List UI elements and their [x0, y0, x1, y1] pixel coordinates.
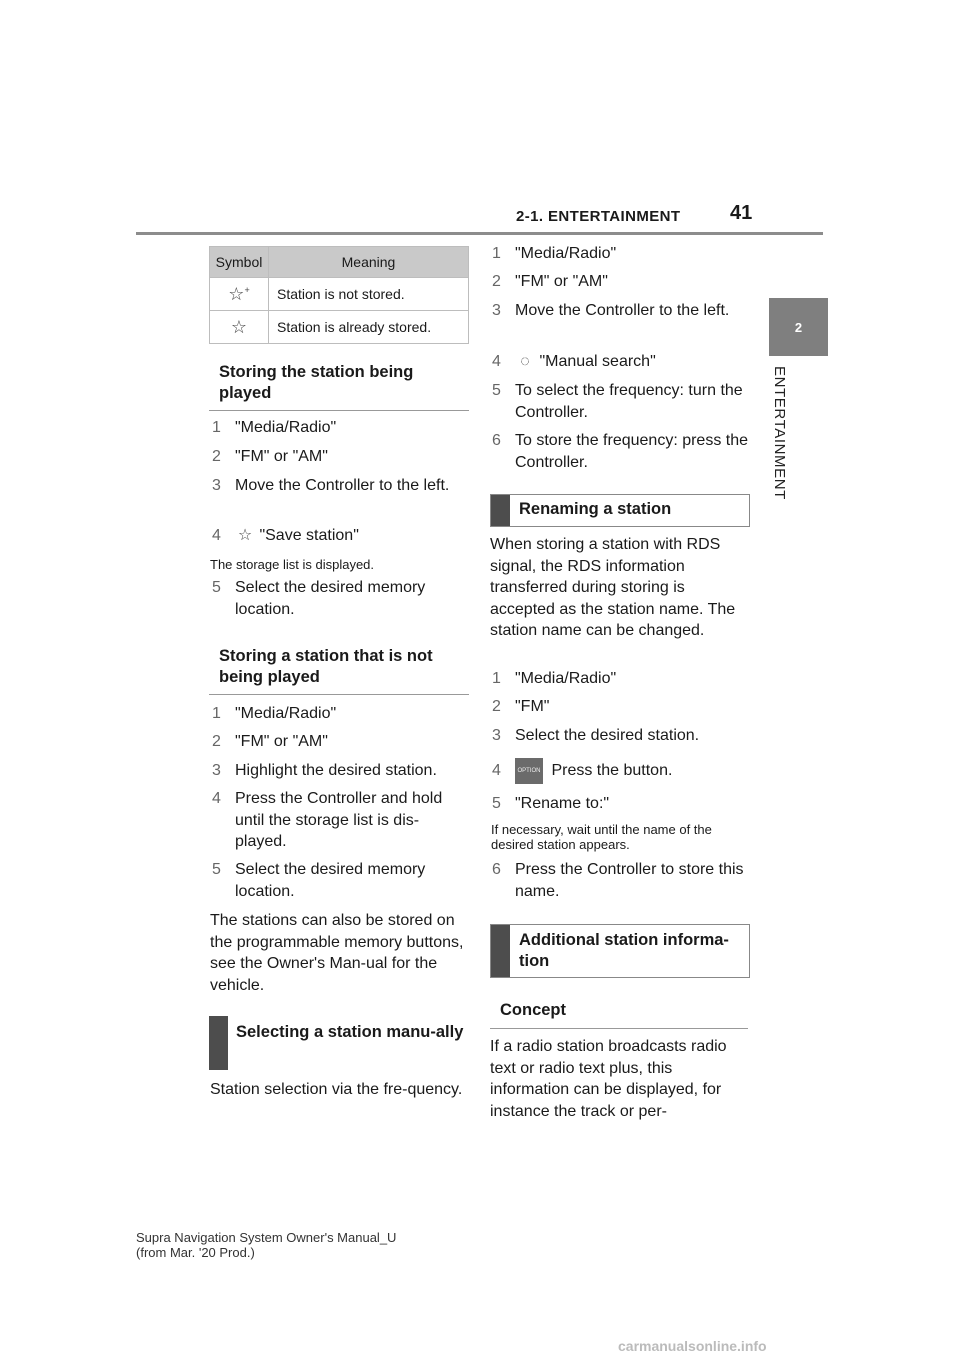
list-item: 4 OPTION Press the button.: [492, 757, 748, 785]
col-meaning: Meaning: [269, 247, 469, 278]
heading-bar: [491, 925, 510, 977]
list-item: 5 Select the desired memory location.: [212, 579, 426, 618]
chapter-tab: [769, 298, 828, 356]
list-item: 5 Select the desired memory location.: [212, 861, 426, 900]
paragraph: When storing a station with RDS signal, the RDS information transferred during storing is accepted as the station name. The station name can be changed.: [490, 536, 736, 639]
list-item: 3 Move the Controller to the left.: [492, 302, 730, 319]
list-item: 3 Move the Controller to the left.: [212, 477, 450, 494]
list-item: 2 "FM" or "AM": [212, 733, 328, 750]
heading-text: Concept: [500, 1001, 566, 1019]
list-item: 5 "Rename to:": [492, 795, 610, 812]
list-item: 3 Select the desired station.: [492, 727, 700, 744]
heading-text: Additional station informa-tion: [519, 931, 729, 970]
footer: [136, 1230, 396, 1260]
page-number: 41: [730, 202, 753, 224]
watermark: carmanualsonline.info: [618, 1338, 767, 1354]
list-item: 4 ◌ "Manual search": [492, 351, 748, 373]
paragraph: Station selection via the fre-quency.: [210, 1081, 463, 1098]
table-row: [210, 311, 469, 344]
heading-storing-played: [209, 356, 469, 411]
list-item: 6 Press the Controller to store this name.: [492, 861, 744, 900]
heading-concept: [490, 996, 748, 1029]
footer-line: (from Mar. '20 Prod.): [136, 1245, 255, 1260]
list-item: 4 ☆ "Save station": [212, 525, 468, 547]
table-cell: Station is not stored.: [269, 278, 469, 311]
list-item: 2 "FM": [492, 698, 550, 715]
heading-bar: [209, 1016, 228, 1070]
list-item: 1 "Media/Radio": [492, 245, 617, 262]
footer-line: Supra Navigation System Owner's Manual_U: [136, 1230, 397, 1245]
option-button-icon: OPTION: [515, 758, 543, 784]
symbol-table: [209, 246, 469, 344]
heading-manual-select: [209, 1016, 469, 1070]
list-item: 6 To store the frequency: press the Controller.: [492, 432, 749, 471]
list-item: 5 To select the frequency: turn the Controller.: [492, 382, 743, 421]
heading-additional-info: [490, 924, 750, 978]
heading-text: Selecting a station manu-ally: [236, 1023, 464, 1041]
heading-text: Storing the station being played: [219, 363, 414, 402]
list-item: 3 Highlight the desired station.: [212, 762, 437, 779]
heading-storing-not-played: [209, 640, 469, 695]
table-cell: Station is already stored.: [269, 311, 469, 344]
col-symbol: Symbol: [210, 247, 269, 278]
list-item: 1 "Media/Radio": [492, 670, 617, 687]
chapter-label: ENTERTAINMENT: [771, 366, 788, 500]
table-row: [210, 278, 469, 311]
heading-bar: [491, 495, 510, 526]
paragraph: The stations can also be stored on the programmable memory buttons, see the Owner's Man-ual for the vehicle.: [210, 912, 464, 994]
list-item: 2 "FM" or "AM": [492, 273, 608, 290]
paragraph: If a radio station broadcasts radio text or radio text plus, this information can be displayed, for instance the track or per-: [490, 1038, 727, 1120]
heading-text: Renaming a station: [519, 500, 672, 518]
list-item: 1 "Media/Radio": [212, 705, 337, 722]
note-text: If necessary, wait until the name of the desired station appears.: [491, 822, 712, 852]
rotate-icon: ◌: [520, 353, 530, 370]
star-outline-icon: ☆: [210, 311, 269, 344]
star-plus-icon: ☆+: [210, 278, 269, 311]
header-rule: [136, 232, 823, 235]
heading-text: Storing a station that is not being played: [219, 647, 433, 686]
heading-renaming: [490, 494, 750, 527]
note-text: The storage list is displayed.: [210, 557, 375, 572]
chapter-number: 2: [794, 319, 803, 335]
list-item: 1 "Media/Radio": [212, 419, 337, 436]
section-title: 2-1. ENTERTAINMENT: [516, 208, 681, 225]
star-plus-icon: ☆: [237, 527, 253, 544]
list-item: 2 "FM" or "AM": [212, 448, 328, 465]
list-item: 4 Press the Controller and hold until the storage list is dis-played.: [212, 790, 443, 850]
